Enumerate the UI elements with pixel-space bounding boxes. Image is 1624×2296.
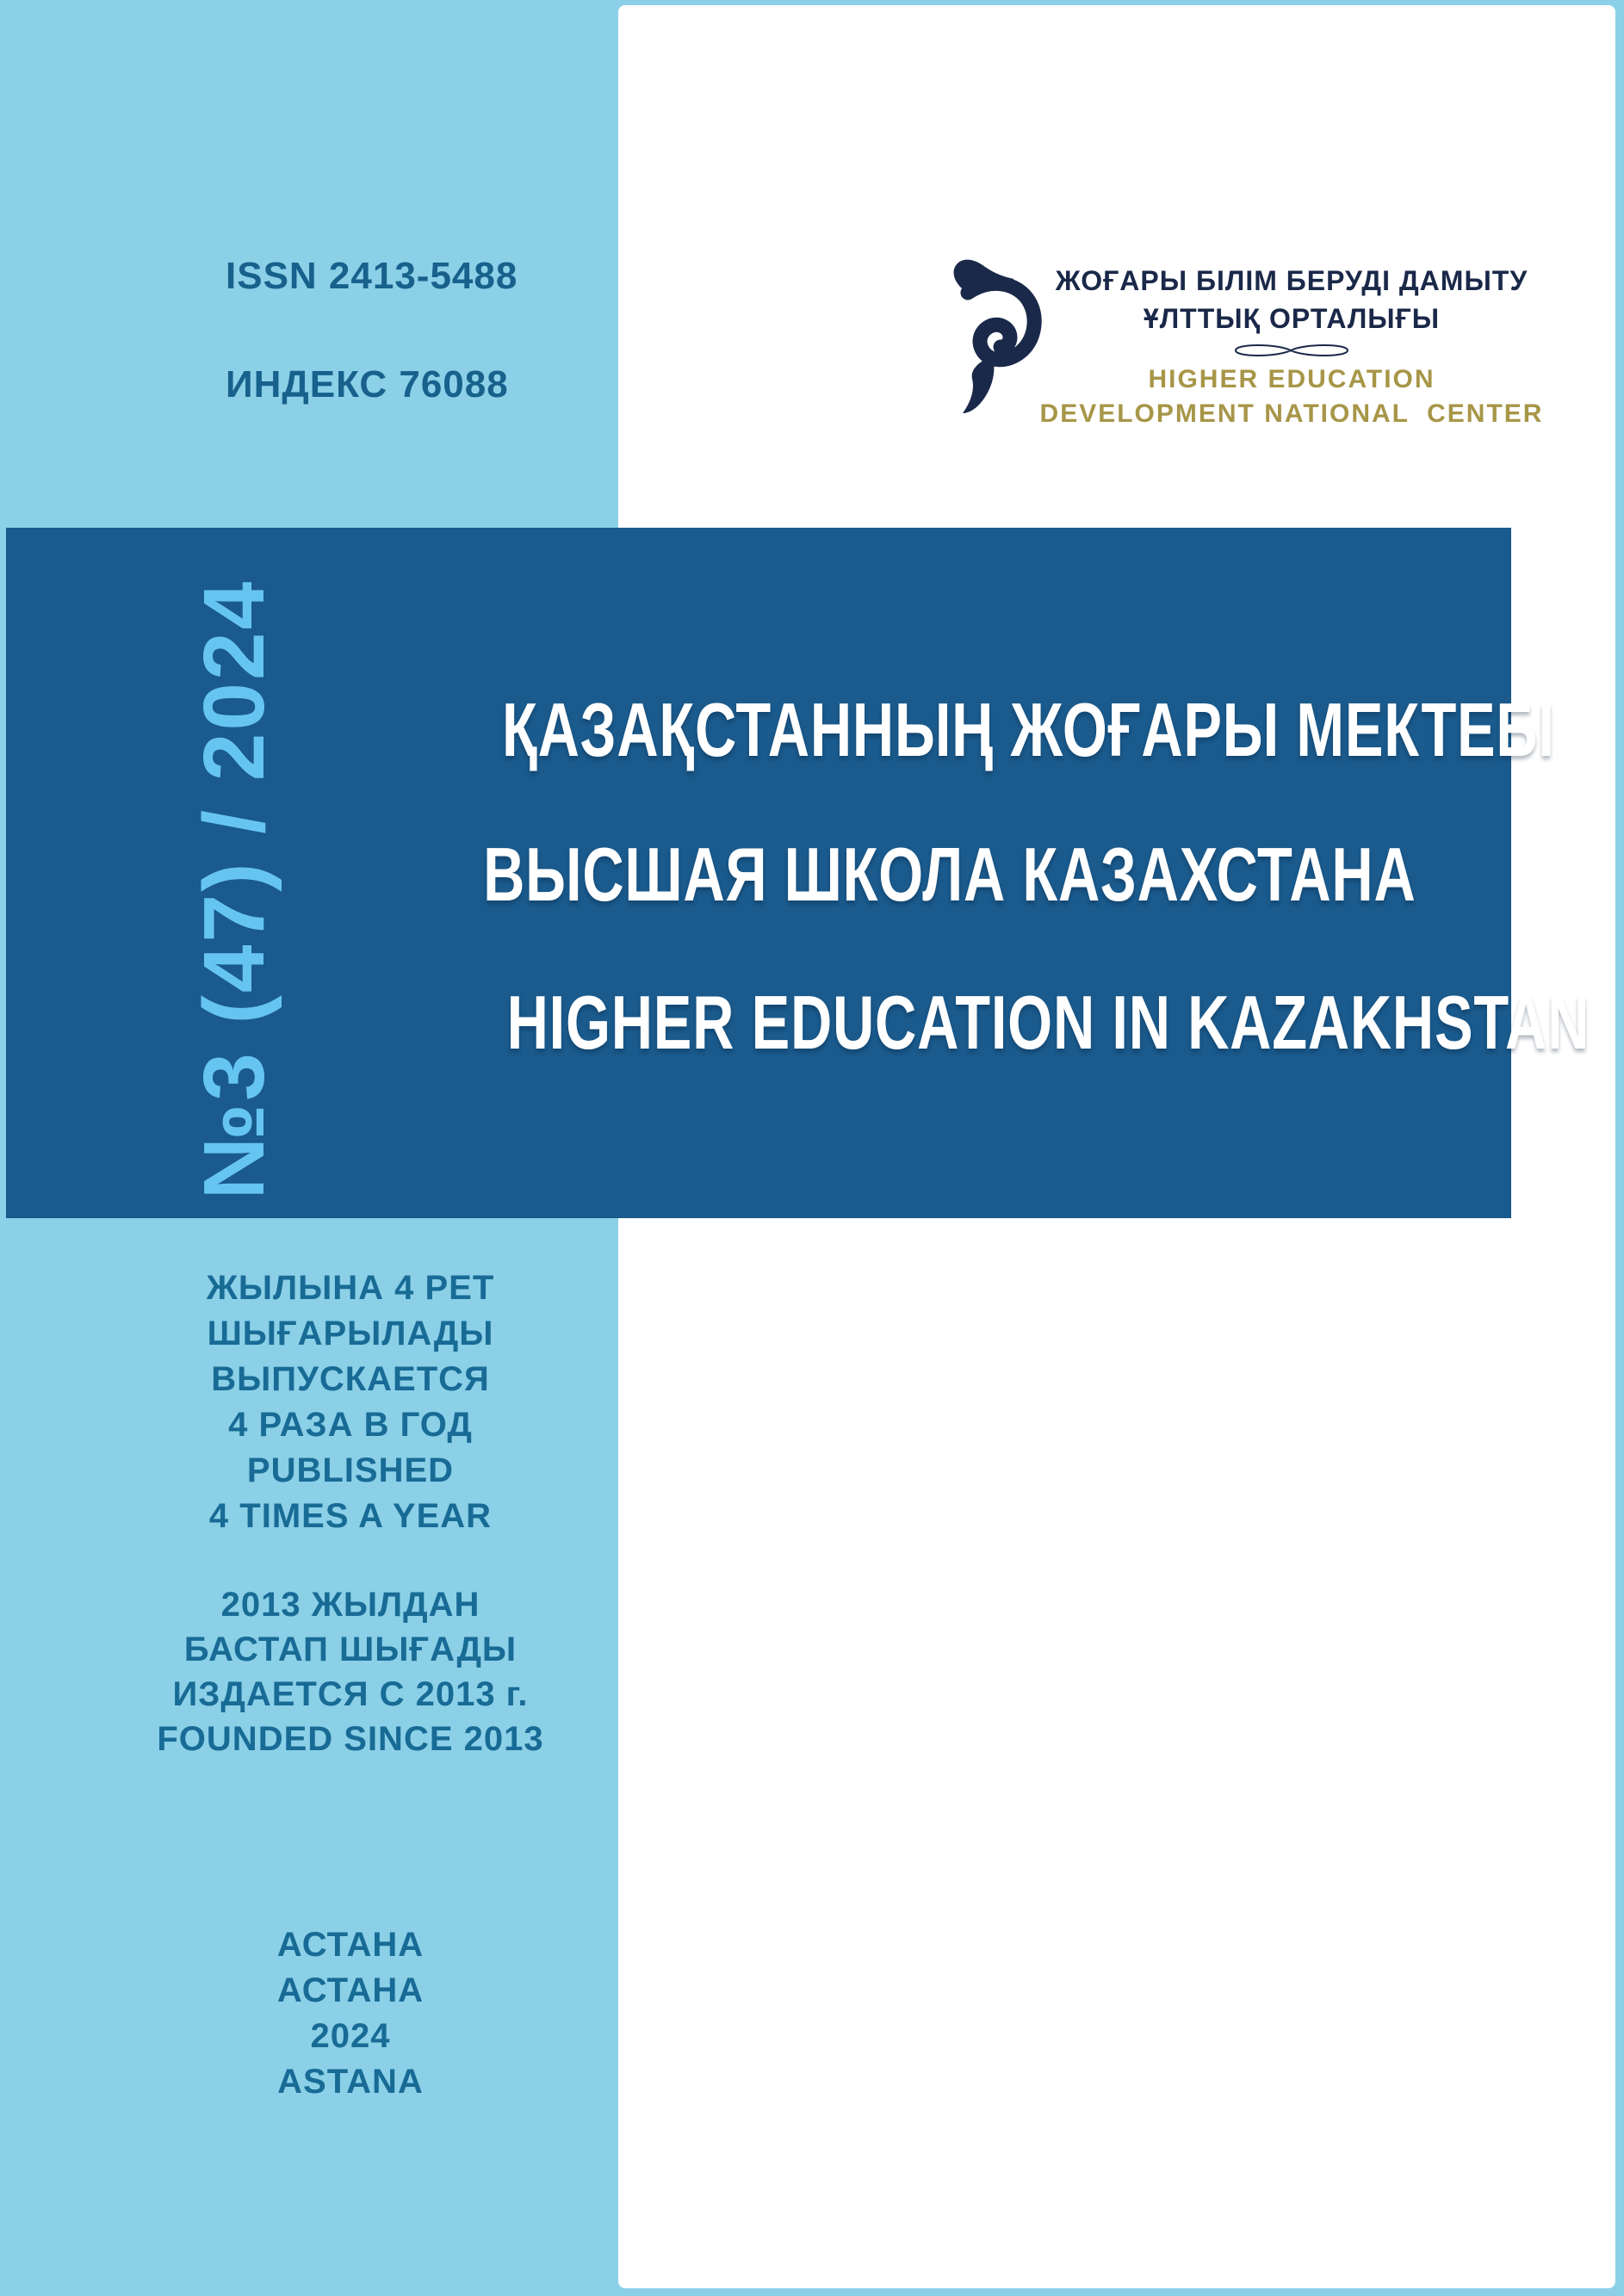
founded-line: ИЗДАЕТСЯ С 2013 г.	[172, 1675, 529, 1713]
frequency-line: ВЫПУСКАЕТСЯ	[211, 1360, 490, 1398]
founded-note	[84, 1582, 617, 1761]
imprint-line: АСТАНА	[276, 1971, 425, 2009]
journal-title-ru-text: ВЫСШАЯ ШКОЛА КАЗАХСТАНА	[483, 832, 1416, 917]
imprint-line: АСТАНА	[276, 1926, 425, 1964]
journal-title-kk	[336, 687, 1555, 772]
journal-title-ru	[336, 833, 1498, 916]
journal-title-kk-text: ҚАЗАҚСТАННЫҢ ЖОҒАРЫ МЕКТЕБІ	[502, 687, 1555, 772]
founded-line: FOUNDED SINCE 2013	[157, 1720, 544, 1758]
org-name-en-line1: HIGHER EDUCATION	[1148, 365, 1435, 393]
org-name-en-line2: DEVELOPMENT NATIONAL CENTER	[1039, 399, 1544, 428]
infinity-ribbon-icon	[1227, 340, 1356, 361]
frequency-line: PUBLISHED	[246, 1451, 455, 1489]
frequency-line: 4 TIMES A YEAR	[208, 1497, 493, 1535]
imprint-line: 2024	[310, 2017, 391, 2055]
imprint-line: ASTANA	[277, 2063, 424, 2101]
frequency-line: ЖЫЛЫНА 4 РЕТ	[206, 1269, 495, 1307]
org-logo-text	[1016, 263, 1567, 430]
founded-line: БАСТАП ШЫҒАДЫ	[183, 1631, 518, 1668]
frequency-note	[84, 1266, 617, 1539]
imprint-note	[84, 1922, 617, 2105]
journal-title-en-text: HIGHER EDUCATION IN KAZAKHSTAN	[506, 980, 1590, 1065]
org-name-kk-line1: ЖОҒАРЫ БІЛІМ БЕРУДІ ДАМЫТУ	[1055, 265, 1528, 296]
frequency-line: ШЫҒАРЫЛАДЫ	[207, 1315, 494, 1352]
founded-line: 2013 ЖЫЛДАН	[220, 1586, 480, 1624]
issn-label: ISSN 2413-5488	[226, 255, 518, 297]
index-label: ИНДЕКС 76088	[226, 363, 509, 405]
frequency-line: 4 РАЗА В ГОД	[228, 1406, 473, 1444]
org-name-kk-line2: ҰЛТТЫҚ ОРТАЛЫҒЫ	[1143, 303, 1441, 334]
issue-number-vertical: №3 (47) / 2024	[186, 579, 282, 1200]
journal-title-en	[336, 980, 1590, 1065]
